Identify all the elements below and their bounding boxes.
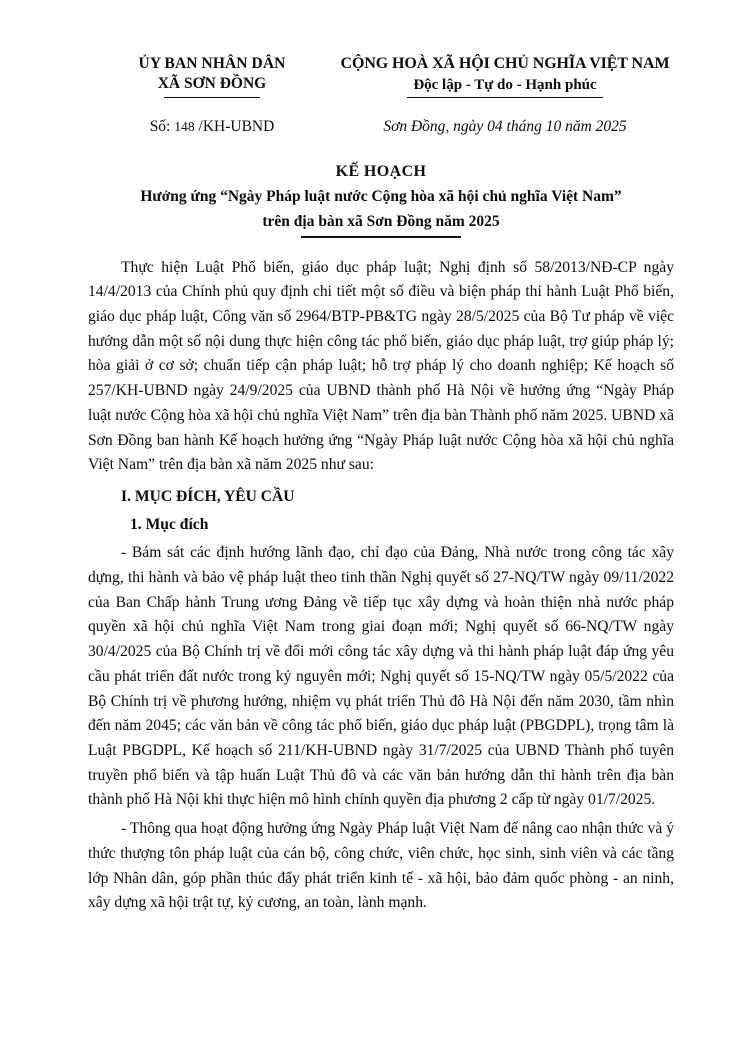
reference-row — [88, 118, 674, 136]
document-kind: KẾ HOẠCH — [335, 163, 427, 181]
intro-paragraph: Thực hiện Luật Phổ biến, giáo dục pháp luật; Nghị định số 58/2013/NĐ-CP ngày 14/4/2013 của Chính phủ quy định chi tiết một số điều và biện pháp thi hành Luật Phổ biến, giáo dục pháp luật, Công văn số 2964/BTP-PB&TG ngày 28/5/2025 của Bộ Tư pháp về việc hướng dẫn một số nội dung thực hiện công tác phổ biến, giáo dục pháp luật, trợ giúp pháp lý; hòa giải ở cơ sở; chuẩn tiếp cận pháp luật; hỗ trợ pháp lý cho doanh nghiệp; Kế hoạch số 257/KH-UBND ngày 24/9/2025 của UBND thành phố Hà Nội về hưởng ứng “Ngày Pháp luật nước Cộng hòa xã hội chủ nghĩa Việt Nam” trên địa bàn Thành phố năm 2025. UBND xã Sơn Đồng ban hành Kế hoạch hưởng ứng “Ngày Pháp luật nước Cộng hòa xã hội chủ nghĩa Việt Nam” trên địa bàn xã năm 2025 như sau: — [88, 258, 674, 474]
national-heading-block — [336, 54, 674, 98]
issuing-body-line-1: ỦY BAN NHÂN DÂN — [138, 55, 286, 72]
national-name-line: CỘNG HOÀ XÃ HỘI CHỦ NGHĨA VIỆT NAM — [340, 55, 670, 72]
document-number-value: 148 — [174, 119, 195, 135]
document-masthead — [88, 54, 674, 98]
section-heading-1: I. MỤC ĐÍCH, YÊU CẦU — [121, 487, 295, 505]
document-title-line-1: Hưởng ứng “Ngày Pháp luật nước Cộng hòa xã hội chủ nghĩa Việt Nam” — [140, 188, 622, 206]
title-underline — [301, 236, 461, 237]
place-and-date: Sơn Đồng, ngày 04 tháng 10 năm 2025 — [383, 118, 627, 136]
bullet-paragraph-1: - Bám sát các định hướng lãnh đạo, chỉ đạo của Đảng, Nhà nước trong công tác xây dựng, thi hành và bảo vệ pháp luật theo tinh thần Nghị quyết số 27-NQ/TW ngày 09/11/2022 của Ban Chấp hành Trung ương Đảng về tiếp tục xây dựng và hoàn thiện nhà nước pháp quyền xã hội chủ nghĩa Việt Nam trong giai đoạn mới; Nghị quyết số 66-NQ/TW ngày 30/4/2025 của Bộ Chính trị về đổi mới công tác xây dựng và thi hành pháp luật đáp ứng yêu cầu phát triển đất nước trong kỷ nguyên mới; Nghị quyết số 15-NQ/TW ngày 05/5/2022 của Bộ Chính trị về phương hướng, nhiệm vụ phát triển Thủ đô Hà Nội đến năm 2030, tầm nhìn đến năm 2045; các văn bản về công tác phổ biến, giáo dục pháp luật (PBGDPL), trọng tâm là Luật PBGDPL, Kế hoạch số 211/KH-UBND ngày 31/7/2025 của UBND Thành phố tuyên truyền phổ biến và tập huấn Luật Thủ đô và các văn bản hướng dẫn thi hành trên địa bàn thành phố Hà Nội khi thực hiện mô hình chính quyền địa phương 2 cấp từ ngày 01/7/2025. — [88, 544, 674, 809]
issuing-body-line-2: XÃ SƠN ĐỒNG — [157, 75, 267, 93]
document-body — [88, 256, 674, 916]
national-motto-line: Độc lập - Tự do - Hạnh phúc — [413, 76, 597, 93]
national-motto-underline — [407, 97, 603, 98]
title-block — [88, 162, 674, 237]
bullet-paragraph-2: - Thông qua hoạt động hưởng ứng Ngày Pháp luật Việt Nam để nâng cao nhận thức và ý thức thượng tôn pháp luật của cán bộ, công chức, viên chức, học sinh, sinh viên và các tầng lớp Nhân dân, góp phần thúc đẩy phát triển kinh tế - xã hội, bảo đảm quốc phòng - an ninh, xây dựng xã hội trật tự, kỷ cương, an toàn, lành mạnh. — [88, 820, 674, 912]
document-number-suffix: /KH-UBND — [198, 118, 275, 136]
issuing-body-underline — [164, 97, 260, 98]
issuing-body-block — [88, 54, 336, 98]
section-subheading-1-1: 1. Mục đích — [130, 515, 209, 533]
document-number-prefix: Số: — [149, 118, 171, 136]
document-number — [88, 118, 336, 136]
document-title-line-2: trên địa bàn xã Sơn Đồng năm 2025 — [262, 213, 500, 231]
